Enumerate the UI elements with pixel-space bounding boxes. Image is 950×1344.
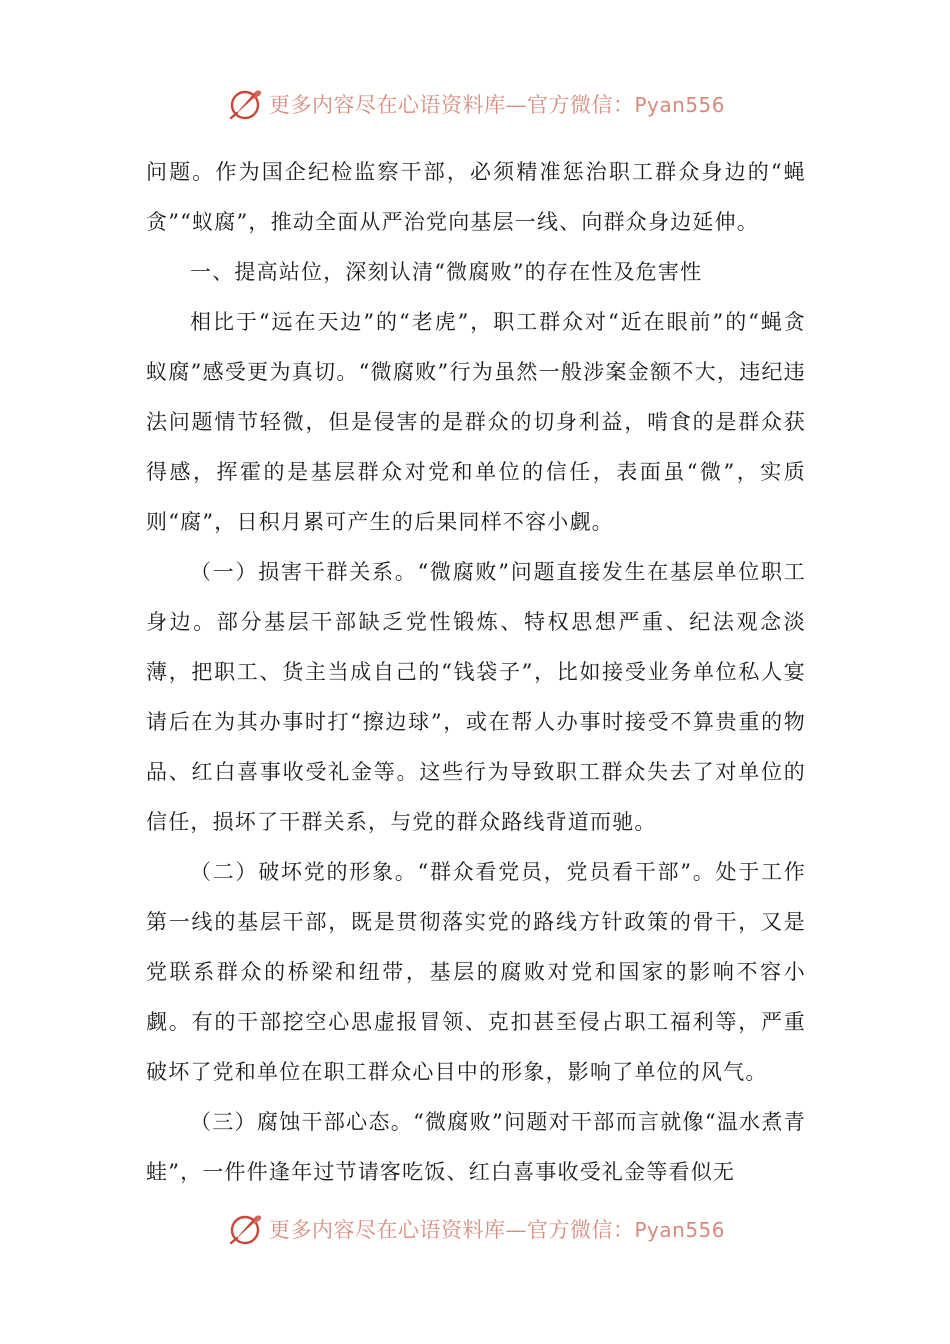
- watermark-text: 更多内容尽在心语资料库—官方微信：Pyan556: [268, 1218, 725, 1242]
- quill-pen-icon: [225, 1209, 265, 1249]
- paragraph-point-3: （三）腐蚀干部心态。“微腐败”问题对干部而言就像“温水煮青蛙”，一件件逢年过节请客吃饭、红白喜事收受礼金等看似无: [146, 1110, 806, 1184]
- paragraph-point-1: （一）损害干群关系。“微腐败”问题直接发生在基层单位职工身边。部分基层干部缺乏党性锻炼、特权思想严重、纪法观念淡薄，把职工、货主当成自己的“钱袋子”，比如接受业务单位私人宴请后在为其办事时打“擦边球”，或在帮人办事时接受不算贵重的物品、红白喜事收受礼金等。这些行为导致职工群众失去了对单位的信任，损坏了干群关系，与党的群众路线背道而驰。: [146, 560, 806, 834]
- watermark-text: 更多内容尽在心语资料库—官方微信：Pyan556: [268, 93, 725, 117]
- header-watermark: [0, 82, 950, 126]
- section-heading: 一、提高站位，深刻认清“微腐败”的存在性及危害性: [190, 260, 703, 284]
- footer-watermark: [0, 1207, 950, 1251]
- quill-pen-icon: [225, 84, 265, 124]
- document-body: [146, 147, 806, 1197]
- paragraph-intro: 相比于“远在天边”的“老虎”，职工群众对“近在眼前”的“蝇贪蚁腐”感受更为真切。“微腐败”行为虽然一般涉案金额不大，违纪违法问题情节轻微，但是侵害的是群众的切身利益，啃食的是群众获得感，挥霍的是基层群众对党和单位的信任，表面虽“微”，实质则“腐”，日积月累可产生的后果同样不容小觑。: [146, 310, 806, 534]
- wechat-id: Pyan556: [634, 93, 725, 117]
- paragraph-continuation: 问题。作为国企纪检监察干部，必须精准惩治职工群众身边的“蝇贪”“蚁腐”，推动全面从严治党向基层一线、向群众身边延伸。: [146, 160, 806, 234]
- wechat-id: Pyan556: [634, 1218, 725, 1242]
- paragraph-point-2: （二）破坏党的形象。“群众看党员，党员看干部”。处于工作第一线的基层干部，既是贯彻落实党的路线方针政策的骨干，又是党联系群众的桥梁和纽带，基层的腐败对党和国家的影响不容小觑。有的干部挖空心思虚报冒领、克扣甚至侵占职工福利等，严重破坏了党和单位在职工群众心目中的形象，影响了单位的风气。: [146, 860, 806, 1084]
